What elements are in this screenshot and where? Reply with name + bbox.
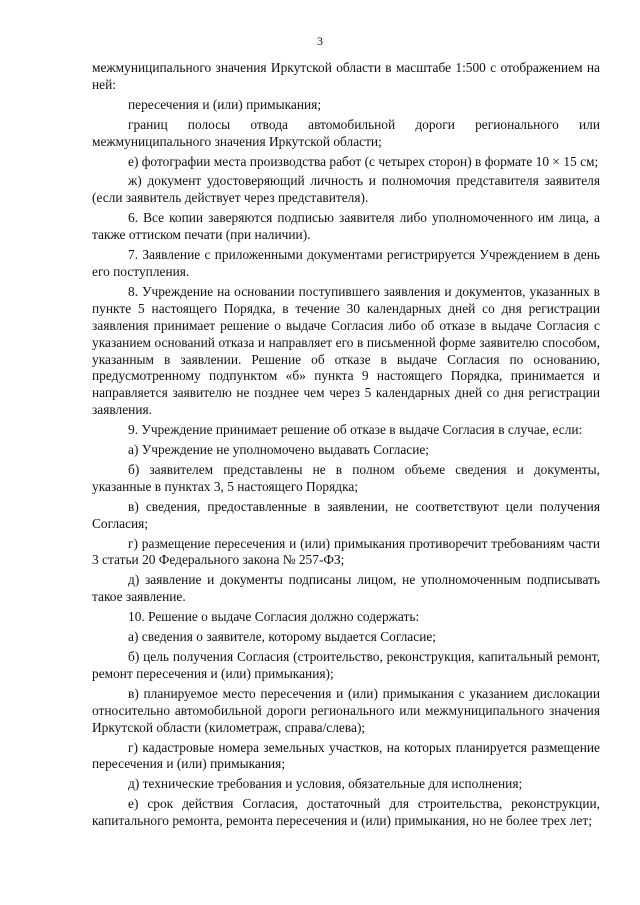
paragraph-9-a: а) Учреждение не уполномочено выдавать Согласие; [128, 442, 430, 458]
paragraph-9: 9. Учреждение принимает решение об отказе в выдаче Согласия в случае, если: [128, 422, 583, 438]
paragraph-10-a: а) сведения о заявителе, которому выдается Согласие; [128, 629, 437, 645]
paragraph-9-g: г) размещение пересечения и (или) примыкания противоречит требованиям части 3 статьи 20 Федерального закона № 257-ФЗ; [92, 535, 600, 568]
page-number: 3 [317, 34, 323, 48]
paragraph-9-v: в) сведения, предоставленные в заявлении, не соответствуют цели получения Согласия; [92, 498, 600, 531]
paragraph-7: 7. Заявление с приложенными документами регистрируется Учреждением в день его поступления. [92, 247, 600, 279]
paragraph-item-borders: границ полосы отвода автомобильной дороги регионального или межмуниципального значения Иркутской области; [92, 116, 600, 149]
paragraph-6: 6. Все копии заверяются подписью заявителя либо уполномоченного им лица, а также оттиском печати (при наличии). [92, 210, 600, 243]
paragraph-9-d: д) заявление и документы подписаны лицом, не уполномоченным подписывать такое заявление. [92, 572, 600, 605]
document-body [92, 60, 600, 830]
paragraph-9-b: б) заявителем представлены не в полном объеме сведения и документы, указанные в пунктах 3, 5 настоящего Порядка; [92, 461, 600, 494]
paragraph-10-g: г) кадастровые номера земельных участков, на которых планируется размещение пересечения и (или) примыкания; [92, 739, 600, 772]
paragraph-10-d: д) технические требования и условия, обязательные для исполнения; [128, 776, 523, 792]
paragraph-item-intersection: пересечения и (или) примыкания; [128, 96, 322, 112]
paragraph-8: 8. Учреждение на основании поступившего заявления и документов, указанных в пункте 5 настоящего Порядка, в течение 30 календарных дней со дня регистрации заявления принимает решение о выдаче Согласия либо об отказе в выдаче Согласия с указанием оснований отказа и направляет его в письменной форме заявителю способом, указанным в заявлении. Решение об отказе в выдаче Согласия по основанию, предусмотренному подпунктом «б» пункта 9 настоящего Порядка, принимается и направляется заявителю не позднее чем через 5 календарных дней со дня регистрации заявления. [92, 283, 600, 418]
paragraph-10-b: б) цель получения Согласия (строительство, реконструкция, капитальный ремонт, ремонт пересечения и (или) примыкания); [92, 649, 600, 681]
paragraph-continuation: межмуниципального значения Иркутской области в масштабе 1:500 с отображением на ней: [92, 60, 600, 92]
paragraph-10-e: е) срок действия Согласия, достаточный для строительства, реконструкции, капитального ремонта, ремонта пересечения и (или) примыкания, но не более трех лет; [92, 796, 600, 829]
paragraph-item-e-photos: е) фотографии места производства работ (с четырех сторон) в формате 10 × 15 см; [128, 153, 599, 169]
paragraph-item-zh-document: ж) документ удостоверяющий личность и полномочия представителя заявителя (если заявитель действует через представителя). [92, 173, 600, 206]
paragraph-10-v: в) планируемое место пересечения и (или) примыкания с указанием дислокации относительно автомобильной дороги регионального или межмуниципального значения Иркутской области (километраж, справа/слева); [92, 685, 600, 735]
paragraph-10: 10. Решение о выдаче Согласия должно содержать: [128, 609, 420, 625]
